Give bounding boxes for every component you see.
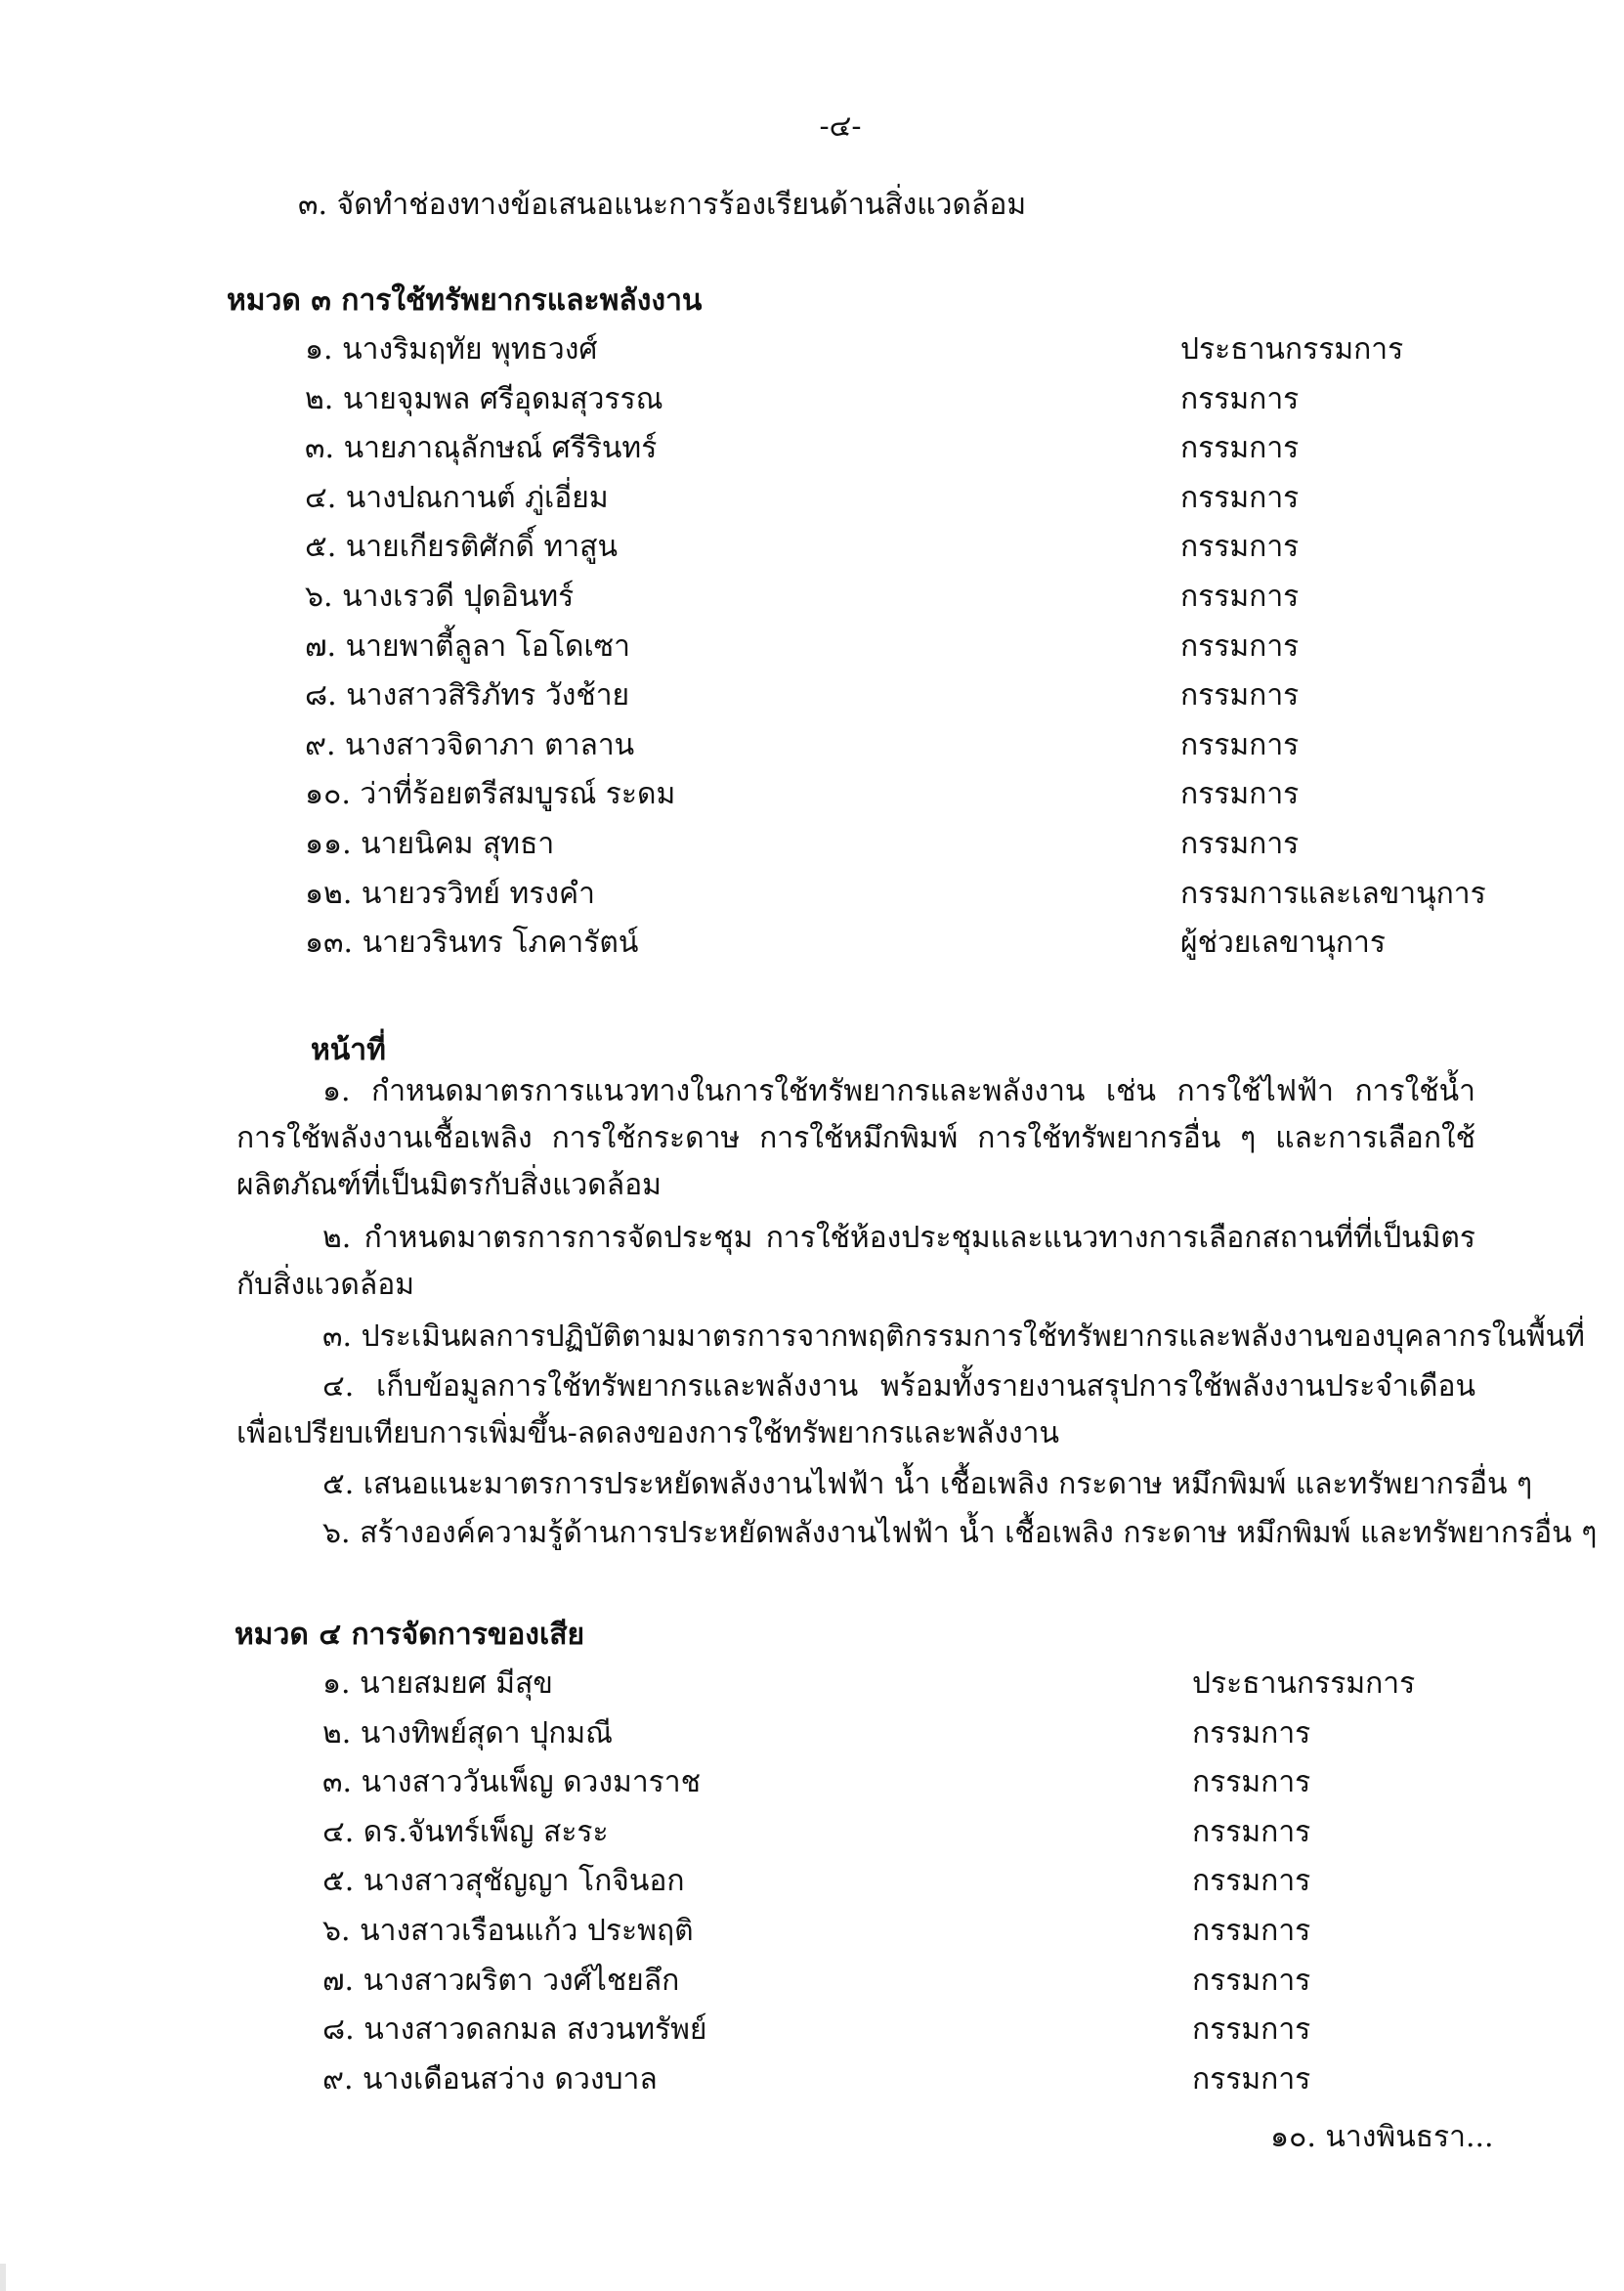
member-role: กรรมการ [1192,1765,1311,1800]
member-row [0,820,1624,870]
member-name: ๑. นายสมยศ มีสุข [322,1666,553,1701]
member-role: กรรมการ [1180,727,1300,762]
member-role: กรรมการ [1192,1963,1311,1998]
member-name: ๔. ดร.จันทร์เพ็ญ สะระ [322,1814,609,1849]
section-3-heading: หมวด ๓ การใช้ทรัพยากรและพลังงาน [227,283,703,318]
member-role: ประธานกรรมการ [1192,1666,1416,1701]
member-row [0,1957,1624,2007]
section-4-member-list [0,1660,1624,2104]
member-name: ๑๑. นายนิคม สุทธา [305,826,555,861]
member-role: กรรมการ [1180,777,1300,812]
member-row [0,1660,1624,1709]
duty-paragraph: ๓. ประเมินผลการปฏิบัติตามมาตรการจากพฤติกรรมการใช้ทรัพยากรและพลังงานของบุคลากรในพื้นที่ [322,1319,1585,1354]
member-row [0,721,1624,771]
member-row [0,424,1624,474]
duty-paragraph: ๕. เสนอแนะมาตรการประหยัดพลังงานไฟฟ้า น้ำ เชื้อเพลิง กระดาษ หมึกพิมพ์ และทรัพยากรอื่น ๆ [322,1467,1533,1501]
member-name: ๓. นายภาณุลักษณ์ ศรีรินทร์ [305,431,658,466]
member-role: กรรมการและเลขานุการ [1180,876,1486,911]
member-name: ๑. นางริมฤทัย พุทธวงศ์ [305,332,598,367]
member-row [0,1758,1624,1808]
member-role: กรรมการ [1180,678,1300,713]
member-role: กรรมการ [1192,1913,1311,1948]
member-name: ๖. นางเรวดี ปุดอินทร์ [305,579,575,614]
member-row [0,870,1624,920]
member-row [0,573,1624,623]
member-row [0,1857,1624,1907]
member-name: ๒. นายจุมพล ศรีอุดมสุวรรณ [305,381,663,416]
member-name: ๔. นางปณกานต์ ภู่เอี่ยม [305,480,609,515]
member-role: กรรมการ [1192,2061,1311,2096]
member-row [0,1709,1624,1759]
duty-paragraph: ๖. สร้างองค์ความรู้ด้านการประหยัดพลังงานไฟฟ้า น้ำ เชื้อเพลิง กระดาษ หมึกพิมพ์ และทรัพยากรอื่น ๆ [322,1516,1598,1550]
member-row [0,2006,1624,2055]
member-role: กรรมการ [1180,530,1300,565]
intro-line: ๓. จัดทำช่องทางข้อเสนอแนะการร้องเรียนด้านสิ่งแวดล้อม [298,188,1027,222]
member-name: ๑๓. นายวรินทร โภคารัตน์ [305,926,639,961]
member-name: ๕. นายเกียรติศักดิ์ ทาสูน [305,530,618,565]
member-name: ๒. นางทิพย์สุดา ปุกมณี [322,1715,613,1751]
member-name: ๘. นางสาวดลกมล สงวนทรัพย์ [322,2012,707,2048]
member-role: กรรมการ [1192,2012,1311,2048]
member-row [0,1808,1624,1858]
scan-edge-mark [0,2264,6,2291]
member-row [0,2055,1624,2105]
member-name: ๗. นางสาวผริตา วงศ์ไชยลึก [322,1963,680,1998]
member-name: ๑๐. ว่าที่ร้อยตรีสมบูรณ์ ระดม [305,777,676,812]
member-name: ๖. นางสาวเรือนแก้ว ประพฤติ [322,1913,694,1948]
member-row [0,375,1624,425]
member-name: ๑๒. นายวรวิทย์ ทรงคำ [305,876,595,911]
page-number: -๔- [819,109,862,144]
section-4-heading: หมวด ๔ การจัดการของเสีย [235,1618,585,1652]
duties-heading: หน้าที่ [311,1033,386,1067]
duty-paragraph: ๒. กำหนดมาตรการการจัดประชุม การใช้ห้องประชุมและแนวทางการเลือกสถานที่ที่เป็นมิตรกับสิ่งแวดล้อม [236,1221,1475,1302]
member-row [0,1907,1624,1957]
member-role: กรรมการ [1180,628,1300,664]
member-name: ๓. นางสาววันเพ็ญ ดวงมาราช [322,1765,701,1800]
member-role: ประธานกรรมการ [1180,332,1404,367]
member-role: กรรมการ [1180,579,1300,614]
member-row [0,523,1624,573]
member-row [0,474,1624,524]
member-role: กรรมการ [1180,826,1300,861]
member-role: กรรมการ [1192,1864,1311,1899]
member-name: ๘. นางสาวสิริภัทร วังช้าย [305,678,630,713]
member-role: กรรมการ [1180,480,1300,515]
member-name: ๙. นางสาวจิดาภา ตาลาน [305,727,635,762]
duty-paragraph: ๑. กำหนดมาตรการแนวทางในการใช้ทรัพยากรและพลังงาน เช่น การใช้ไฟฟ้า การใช้น้ำ การใช้พลังงานเชื้อเพลิง การใช้กระดาษ การใช้หมึกพิมพ์ การใช้ทรัพยากรอื่น ๆ และการเลือกใช้ผลิตภัณฑ์ที่เป็นมิตรกับสิ่งแวดล้อม [236,1074,1475,1202]
continuation-note: ๑๐. นางพินธรา... [1270,2120,1494,2154]
member-role: กรรมการ [1192,1715,1311,1751]
member-role: กรรมการ [1180,431,1300,466]
member-role: กรรมการ [1192,1814,1311,1849]
section-3-member-list [0,325,1624,969]
member-role: กรรมการ [1180,381,1300,416]
member-row [0,770,1624,820]
duty-paragraph: ๔. เก็บข้อมูลการใช้ทรัพยากรและพลังงาน พร้อมทั้งรายงานสรุปการใช้พลังงานประจำเดือน เพื่อเปรียบเทียบการเพิ่มขึ้น-ลดลงของการใช้ทรัพยากรและพลังงาน [236,1369,1475,1450]
member-name: ๗. นายพาตี้ลูลา โอโดเซา [305,628,631,664]
member-row [0,919,1624,969]
member-role: ผู้ช่วยเลขานุการ [1180,926,1386,961]
member-row [0,623,1624,672]
member-name: ๕. นางสาวสุชัญญา โกจินอก [322,1864,685,1899]
member-row [0,671,1624,721]
member-row [0,325,1624,375]
member-name: ๙. นางเดือนสว่าง ดวงบาล [322,2061,658,2096]
